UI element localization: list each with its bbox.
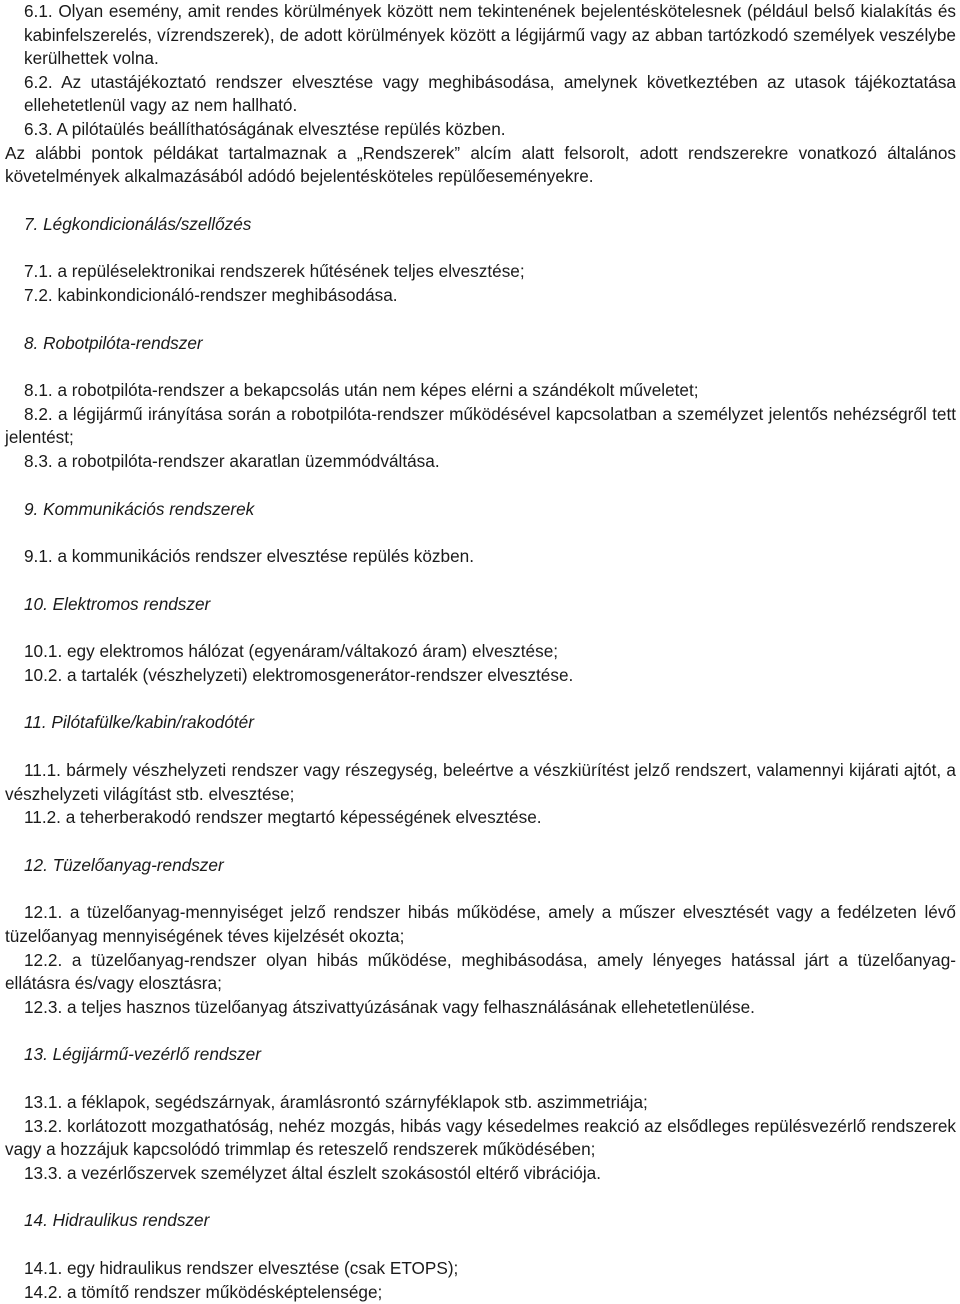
item-7-2: 7.2. kabinkondicionáló-rendszer meghibásodása. [24,284,398,305]
item-12-2: 12.2. a tüzelőanyag-rendszer olyan hibás működése, meghibásodása, amely lényeges hatással járt a tüzelőanyag-ellátásra és/vagy elosztásra; [5,949,956,994]
item-6-2: 6.2. Az utastájékoztató rendszer elvesztése vagy meghibásodása, amelynek következtében az utasok tájékoztatása ellehetetlenül vagy az nem hallható. [24,71,956,116]
section-heading-12: 12. Tüzelőanyag-rendszer [24,854,224,875]
section-heading-9: 9. Kommunikációs rendszerek [24,498,255,519]
section-heading-10: 10. Elektromos rendszer [24,593,211,614]
item-8-2: 8.2. a légijármű irányítása során a robotpilóta-rendszer működésével kapcsolatban a személyzet jelentős nehézségről tett jelentést; [5,403,956,448]
systems-note: Az alábbi pontok példákat tartalmaznak a „Rendszerek” alcím alatt felsorolt, adott rendszerekre vonatkozó általános követelmények alkalmazásából adódó bejelentésköteles repülőeseményekre. [5,142,956,187]
item-7-1: 7.1. a repüléselektronikai rendszerek hűtésének teljes elvesztése; [24,261,525,282]
item-10-2: 10.2. a tartalék (vészhelyzeti) elektromosgenerátor-rendszer elvesztése. [24,664,574,685]
item-12-1: 12.1. a tüzelőanyag-mennyiséget jelző rendszer hibás működése, amely a műszer elvesztését vagy a fedélzeten lévő tüzelőanyag mennyiségének téves kijelzését okozta; [5,902,956,947]
item-11-2: 11.2. a teherberakodó rendszer megtartó képességének elvesztése. [24,807,542,828]
item-6-1: 6.1. Olyan esemény, amit rendes körülmények között nem tekintenének bejelentéskötelesnek (például belső kialakítás és kabinfelszerelés, vízrendszerek), de adott körülmények között a légijármű vagy az abban tartózkodó személyek veszélybe kerülhettek volna. [24,1,956,69]
item-11-1: 11.1. bármely vészhelyzeti rendszer vagy részegység, beleértve a vészkiürítést jelző rendszert, valamennyi kijárati ajtót, a vészhelyzeti világítást stb. elvesztése; [5,760,956,804]
section-heading-13: 13. Légijármű-vezérlő rendszer [24,1044,261,1065]
item-13-2: 13.2. korlátozott mozgathatóság, nehéz mozgás, hibás vagy késedelmes reakció az elsődleges repülésvezérlő rendszerek vagy a hozzájuk kapcsolódó trimmlap és reteszelő rendszerek működésében; [5,1115,956,1160]
item-13-1: 13.1. a féklapok, segédszárnyak, áramlásrontó szárnyféklapok stb. aszimmetriája; [24,1092,648,1112]
item-8-3: 8.3. a robotpilóta-rendszer akaratlan üzemmódváltása. [24,450,440,471]
section-heading-11: 11. Pilótafülke/kabin/rakodótér [24,712,254,733]
item-10-1: 10.1. egy elektromos hálózat (egyenáram/váltakozó áram) elvesztése; [24,641,559,662]
section-heading-8: 8. Robotpilóta-rendszer [24,332,203,353]
intro-block [5,0,956,189]
item-8-1: 8.1. a robotpilóta-rendszer a bekapcsolás után nem képes elérni a szándékolt műveletet; [24,380,699,401]
section-heading-14: 14. Hidraulikus rendszer [24,1210,210,1231]
item-12-3: 12.3. a teljes hasznos tüzelőanyag átszivattyúzásának vagy felhasználásának ellehetetlenülése. [24,996,755,1017]
item-14-2: 14.2. a tömítő rendszer működésképtelensége; [24,1281,383,1302]
item-13-3: 13.3. a vezérlőszervek személyzet által észlelt szokásostól eltérő vibrációja. [24,1162,601,1183]
item-6-3: 6.3. A pilótaülés beállíthatóságának elvesztése repülés közben. [24,118,506,139]
item-14-1: 14.1. egy hidraulikus rendszer elvesztése (csak ETOPS); [24,1257,459,1278]
item-9-1: 9.1. a kommunikációs rendszer elvesztése repülés közben. [24,546,474,567]
section-heading-7: 7. Légkondicionálás/szellőzés [24,213,252,234]
